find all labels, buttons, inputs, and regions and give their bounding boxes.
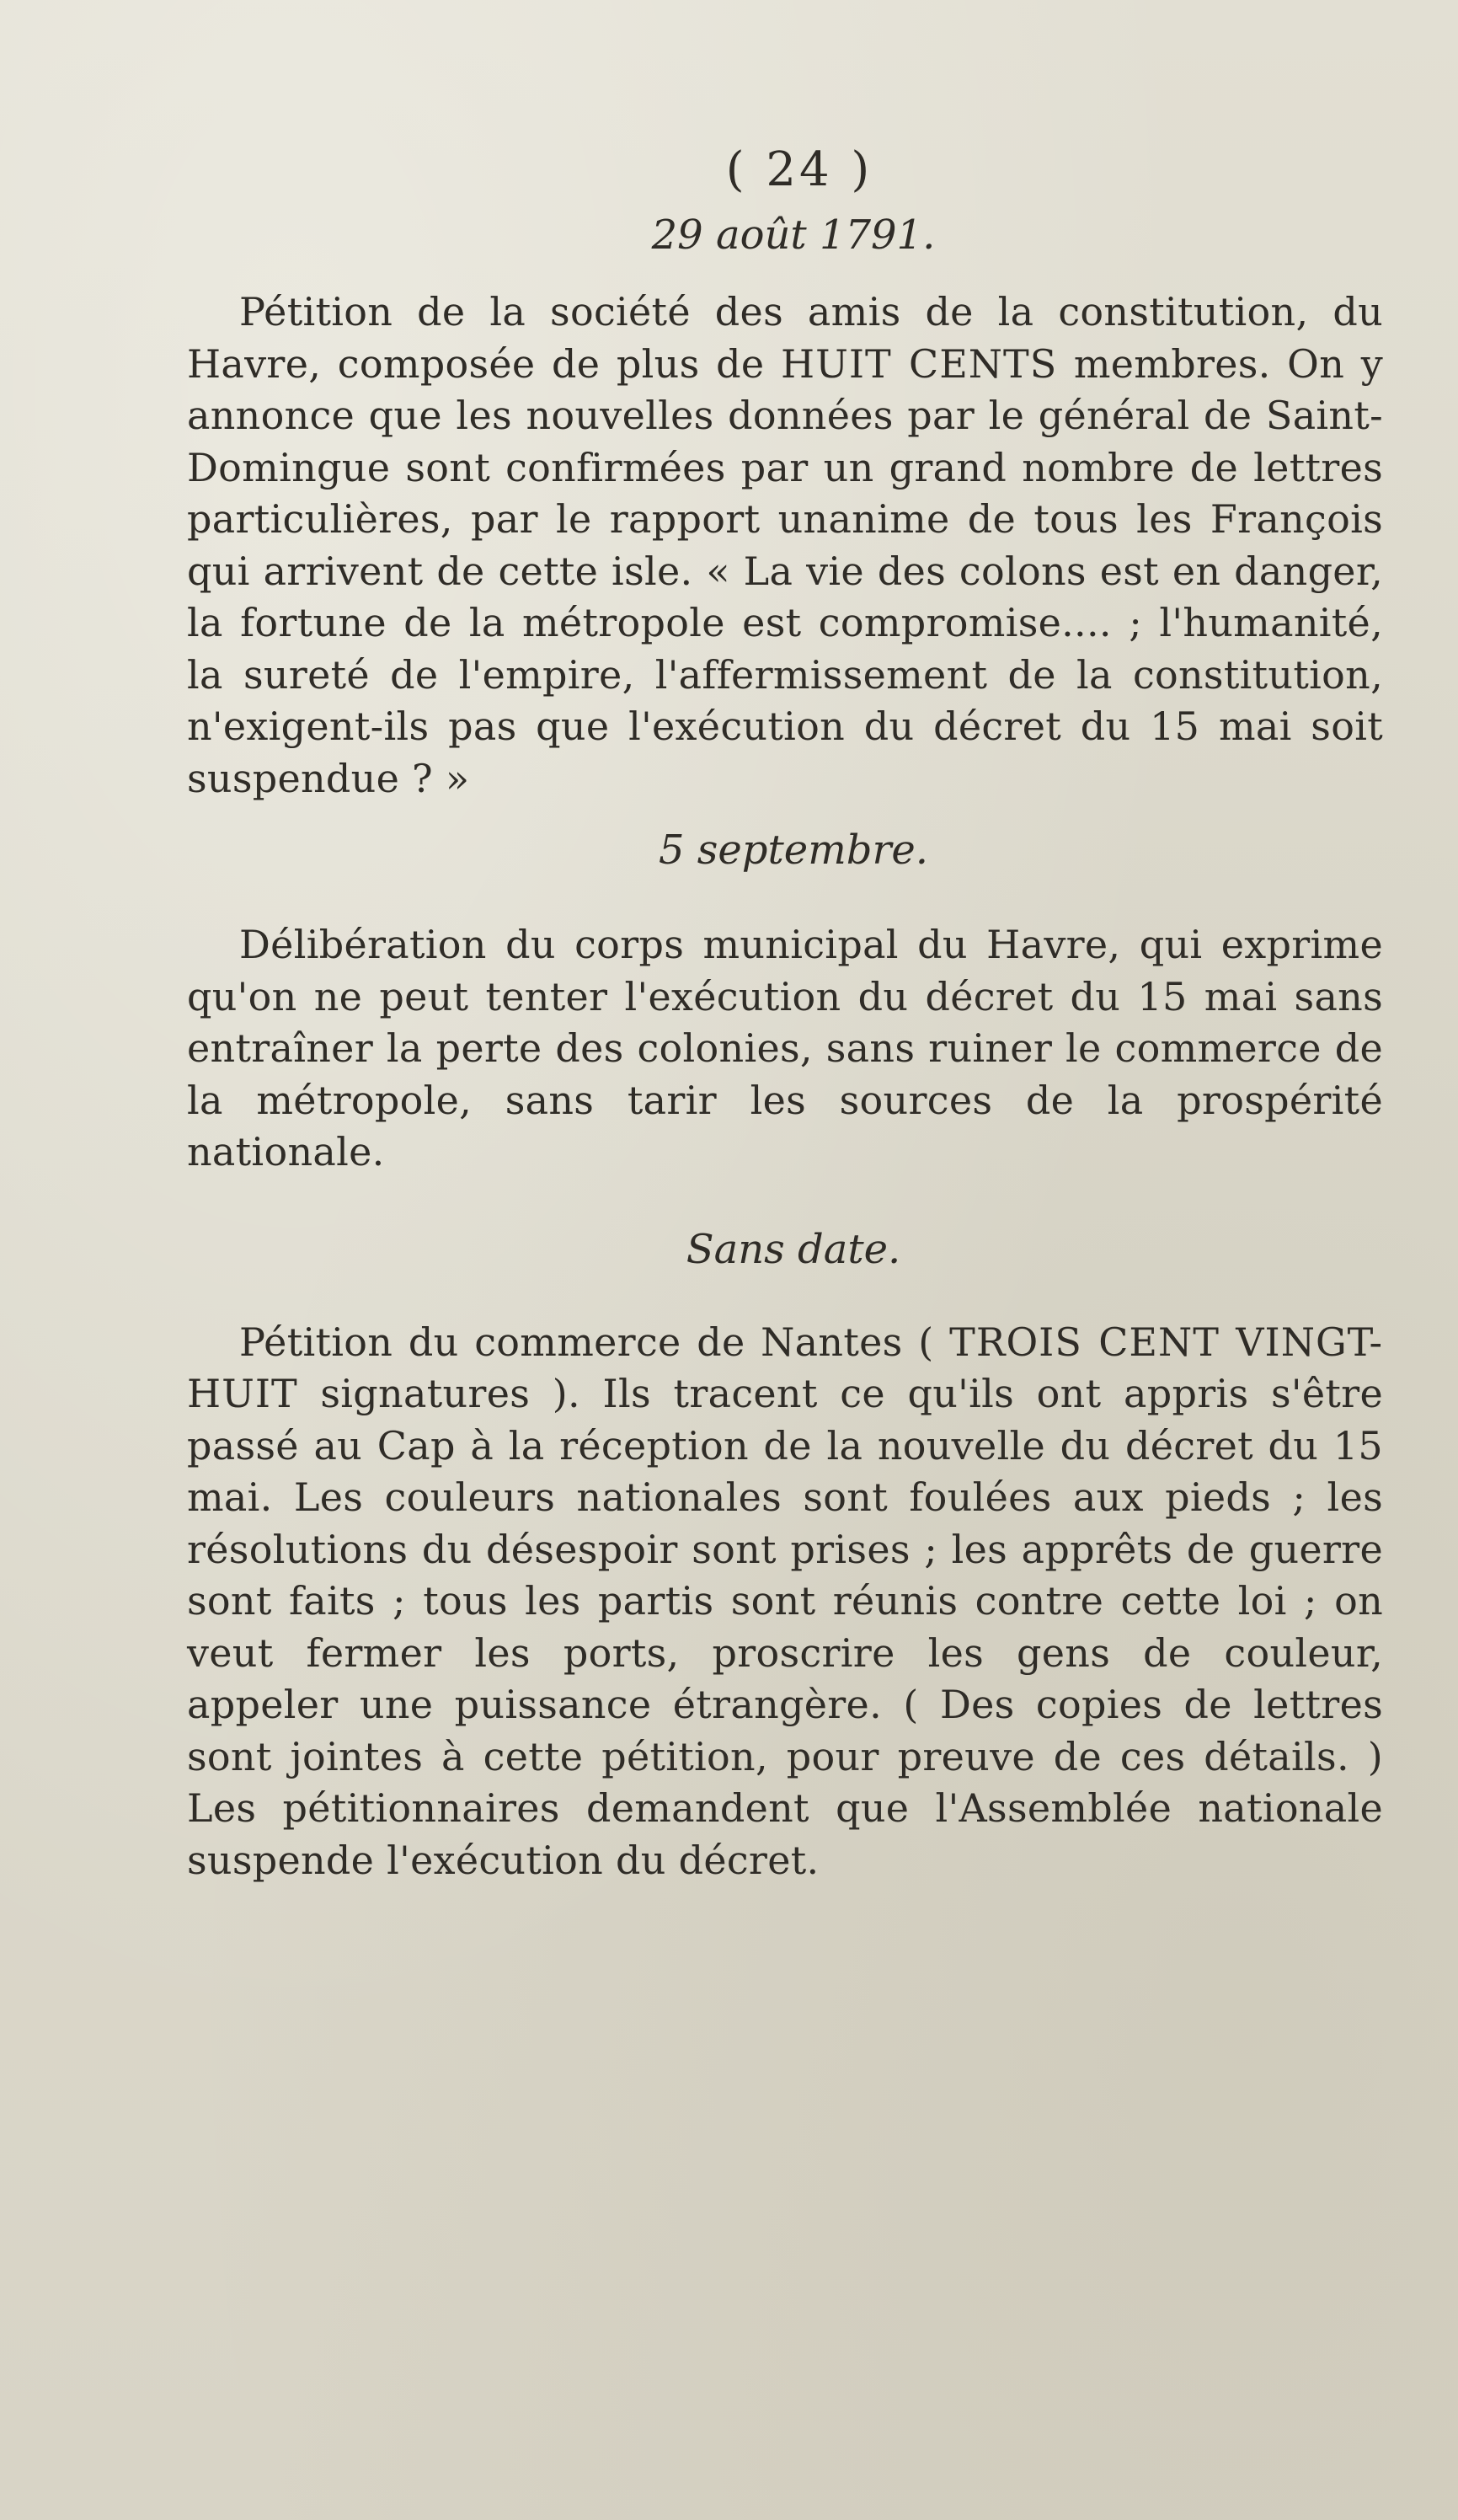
paragraph-text: Délibération du corps municipal du Havre, qui exprime qu'on ne peut tenter l'exécution du décret du 15 mai sans entraîner la perte des colonies, sans ruiner le commerce de la métropole, sans tarir les sources de la prospérité nationale.	[187, 922, 1383, 1174]
page-text-block	[187, 135, 1383, 1886]
smallcaps-count: HUIT CENTS	[780, 340, 1058, 387]
petition-nantes-paragraph	[187, 1317, 1383, 1887]
date-heading-3: Sans date.	[686, 1225, 901, 1273]
page-number: ( 24 )	[725, 142, 873, 197]
date-heading-2: 5 septembre.	[658, 827, 929, 874]
paragraph-text: membres. On y annonce que les nouvelles données par le général de Saint-Domingue sont confirmées par un grand nombre de lettres particulières, par le rapport unanime de tous les François qui arrivent de cette isle. « La vie des colons est en danger, la fortune de la métropole est compromise.... ; l'humanité, la sureté de l'empire, l'affermissement de la constitution, n'exigent-ils pas que l'exécution du décret du 15 mai soit suspendue ? »	[187, 340, 1384, 801]
smallcaps-count: TROIS CENT VINGT-HUIT	[187, 1319, 1383, 1416]
paragraph-text: Pétition du commerce de Nantes (	[239, 1319, 950, 1365]
deliberation-havre-paragraph	[187, 919, 1383, 1179]
petition-havre-paragraph	[187, 286, 1383, 805]
paragraph-text: Pétition de la société des amis de la constitution, du Havre, composée de plus de	[187, 289, 1383, 387]
paragraph-text: signatures ). Ils tracent ce qu'ils ont appris s'être passé au Cap à la réception de la nouvelle du décret du 15 mai. Les couleurs nationales sont foulées aux pieds ; les résolutions du désespoir sont prises ; les apprêts de guerre sont faits ; tous les partis sont réunis contre cette loi ; on veut fermer les ports, proscrire les gens de couleur, appeler une puissance étrangère. ( Des copies de lettres sont jointes à cette pétition, pour preuve de ces détails. ) Les pétitionnaires demandent que l'Assemblée nationale suspende l'exécution du décret.	[187, 1371, 1383, 1883]
date-heading-1: 29 août 1791.	[651, 211, 936, 259]
